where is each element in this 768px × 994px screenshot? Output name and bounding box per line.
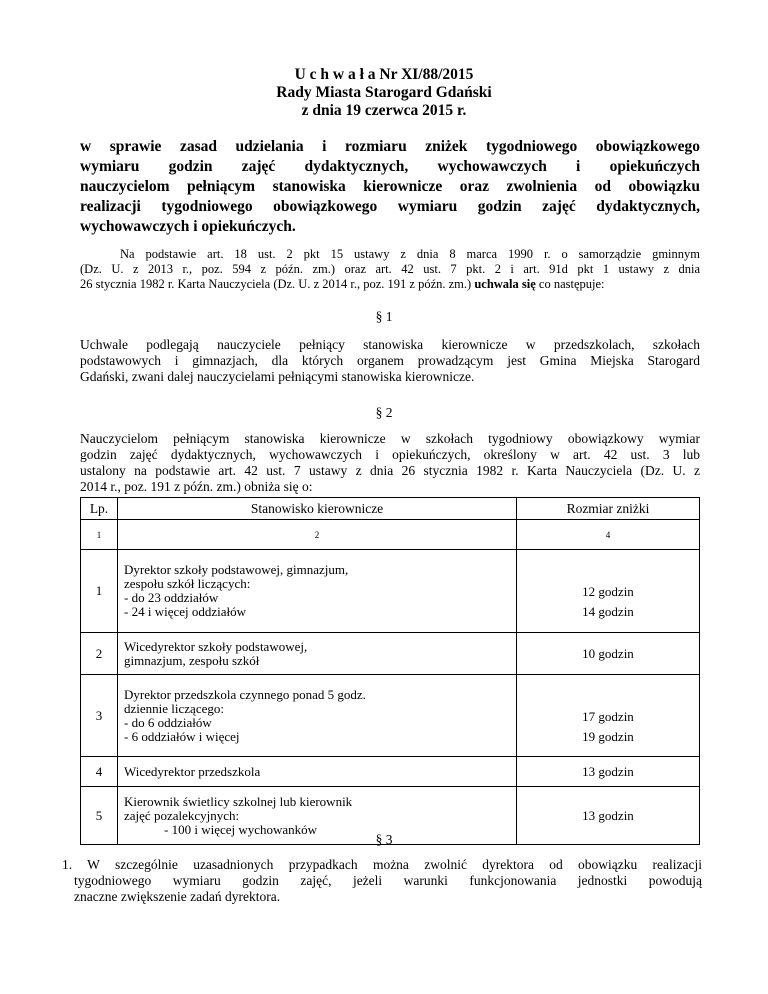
row-reduction — [517, 550, 700, 633]
reduction-value: 12 godzin — [582, 584, 634, 599]
basis-line — [80, 277, 700, 292]
position-line: - do 6 oddziałów — [124, 714, 212, 730]
resolution-date: z dnia 19 czerwca 2015 r. — [301, 102, 467, 119]
row-lp: 5 — [81, 787, 118, 845]
row-position — [118, 757, 517, 787]
subject-line: wychowawczych i opiekuńczych. — [80, 218, 296, 235]
position-line: Wicedyrektor przedszkola — [124, 763, 261, 779]
text-line: ustalony na podstawie art. 42 ust. 7 ustawy z dnia 26 stycznia 1982 r. Karta Nauczyciela (Dz. U. z — [80, 463, 700, 478]
reduction-value: 13 godzin — [582, 807, 634, 823]
row-position — [118, 675, 517, 757]
row-lp: 2 — [81, 633, 118, 675]
subject-line: wymiaru godzin zajęć dydaktycznych, wychowawczych i opiekuńczych — [80, 158, 700, 175]
text-line: godzin zajęć dydaktycznych, wychowawczych i opiekuńczych, określony w art. 42 ust. 3 lub — [80, 447, 700, 462]
reduction-value: 14 godzin — [582, 604, 634, 619]
reduction-value: 13 godzin — [582, 763, 634, 779]
position-line: Wicedyrektor szkoły podstawowej, — [124, 638, 308, 654]
basis-line: (Dz. U. z 2013 r., poz. 594 z późn. zm.) oraz art. 42 ust. 7 pkt. 2 i art. 91d pkt 1 ustawy z dnia — [80, 262, 700, 276]
text-line: znaczne zwiększenie zadań dyrektora. — [74, 889, 281, 904]
subject-line: nauczycielom pełniącym stanowiska kierownicze oraz zwolnienia od obowiązku — [80, 178, 700, 195]
col-number: 4 — [517, 520, 700, 550]
row-reduction — [517, 675, 700, 757]
position-line: Kierownik świetlicy szkolnej lub kierownik — [124, 793, 353, 809]
resolution-title: U c h w a ł a Nr XI/88/2015 — [294, 66, 474, 83]
row-reduction — [517, 633, 700, 675]
reduction-value: 17 godzin — [582, 708, 634, 724]
legal-basis — [80, 247, 700, 292]
col-number: 2 — [118, 520, 517, 550]
table-header-row — [81, 498, 700, 520]
row-lp: 4 — [81, 757, 118, 787]
row-reduction — [517, 757, 700, 787]
row-lp: 3 — [81, 675, 118, 757]
position-line: gimnazjum, zespołu szkół — [124, 652, 260, 668]
header-lp: Lp. — [81, 498, 118, 520]
section-2-text — [80, 431, 700, 495]
section-3-heading: § 3 — [375, 832, 393, 847]
position-line: Dyrektor przedszkola czynnego ponad 5 godz. — [124, 686, 366, 702]
table-row — [81, 550, 700, 633]
basis-text: 26 stycznia 1982 r. Karta Nauczyciela (Dz. U. z 2014 r., poz. 191 z późn. zm.) — [80, 277, 472, 291]
section-2-heading: § 2 — [375, 405, 393, 420]
text-line: Nauczycielom pełniącym stanowiska kierownicze w szkołach tygodniowy obowiązkowy wymiar — [80, 431, 700, 446]
reductions-table — [80, 497, 700, 845]
position-line: - 24 i więcej oddziałów — [124, 604, 247, 619]
resolves-bold: uchwala się — [474, 277, 536, 291]
row-position — [118, 550, 517, 633]
position-line: zajęć pozalekcyjnych: — [124, 807, 240, 823]
column-number-row — [81, 520, 700, 550]
header-position: Stanowisko kierownicze — [118, 498, 517, 520]
table-row — [81, 757, 700, 787]
resolution-subject — [80, 137, 700, 237]
position-line: - 100 i więcej wychowanków — [164, 821, 318, 837]
text-line: 1. W szczególnie uzasadnionych przypadkach można zwolnić dyrektora od obowiązku realizacji — [62, 857, 702, 872]
col-number: 1 — [81, 520, 118, 550]
text-line: Gdański, zwani dalej nauczycielami pełniącymi stanowiska kierownicze. — [80, 369, 475, 384]
header-reduction: Rozmiar zniżki — [517, 498, 700, 520]
table-row — [81, 633, 700, 675]
council-name: Rady Miasta Starogard Gdański — [276, 84, 492, 101]
row-position — [118, 633, 517, 675]
section-1-text — [80, 337, 700, 385]
text-line: podstawowych i gimnazjach, dla których organem prowadzącym jest Gmina Miejska Starogard — [80, 353, 700, 368]
subject-line: w sprawie zasad udzielania i rozmiaru zniżek tygodniowego obowiązkowego — [80, 138, 700, 155]
position-line: - 6 oddziałów i więcej — [124, 728, 240, 744]
text-line: tygodniowego wymiaru godzin zajęć, jeżeli warunki funkcjonowania jednostki powodują — [74, 873, 702, 888]
table-row — [81, 675, 700, 757]
section-3-item-1 — [62, 857, 702, 905]
text-line: Uchwale podlegają nauczyciele pełniący stanowiska kierownicze w przedszkolach, szkołach — [80, 337, 700, 352]
reduction-value: 10 godzin — [582, 645, 634, 661]
position-line: dziennie liczącego: — [124, 700, 224, 716]
subject-line: realizacji tygodniowego obowiązkowego wymiaru godzin zajęć dydaktycznych, — [80, 198, 700, 215]
section-1-heading: § 1 — [375, 309, 393, 324]
position-line: Dyrektor szkoły podstawowej, gimnazjum, — [124, 562, 349, 577]
text-line: 2014 r., poz. 191 z późn. zm.) obniża się o: — [80, 479, 313, 494]
resolves-tail: co następuje: — [535, 277, 605, 291]
reduction-value: 19 godzin — [582, 728, 634, 744]
position-line: - do 23 oddziałów — [124, 590, 219, 605]
position-line: zespołu szkół liczących: — [124, 576, 251, 591]
basis-line: Na podstawie art. 18 ust. 2 pkt 15 ustawy z dnia 8 marca 1990 r. o samorządzie gminnym — [120, 247, 700, 261]
row-lp: 1 — [81, 550, 118, 633]
